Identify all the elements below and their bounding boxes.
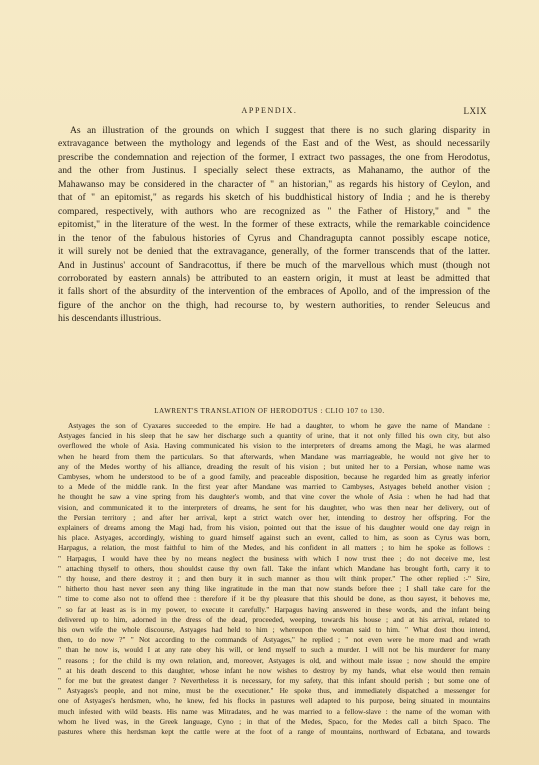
body-line: it will surely not be denied that the extravagance, generally, of the former transcends that of the latter. <box>58 246 490 258</box>
body-line: epitomist," in the literature of the west. In the former of these extracts, while the remarkable coincidence <box>58 219 490 231</box>
body-line: his descendants illustrious. <box>58 313 162 325</box>
section-heading: LAWRENT'S TRANSLATION OF HERODOTUS : CLIO 107 to 130. <box>154 407 385 415</box>
translation-line: " Astyages's people, and not mine, must be the executioner." He spoke thus, and immediately dispatched a messenger for <box>58 686 490 696</box>
translation-line: " at his death descend to this daughter, whose infant he now wishes to destroy by my hands, what else would then remain <box>58 665 490 675</box>
translation-line: " thy house, and there destroy it ; and then bury it in such manner as thou wilt think proper." The other replied :-" Sire, <box>58 574 490 584</box>
translation-line: the Persian territory ; and after her arrival, kept a strict watch over her, intending to destroy her offspring. For the <box>58 512 490 522</box>
translation-line: his place. Astyages, accordingly, wishing to guard himself against such an event, called to him, as soon as Cyrus was born, <box>58 533 490 543</box>
translation-line: " for me but the greatest danger ? Nevertheless it is necessary, for my safety, that this infant should perish ; but some one of <box>58 676 490 686</box>
running-head: APPENDIX. <box>241 106 298 115</box>
body-line: in the tenor of the fabulous histories of Cyrus and Chandragupta cannot possibly escape notice, <box>58 232 490 244</box>
body-line: And in Justinus' account of Sandracottus, if there be much of the marvellous which must (though not <box>58 259 490 271</box>
translation-paragraph <box>58 421 490 737</box>
translation-line: when he heard from them the particulars. So that afterwards, when Mandane was marriageable, he would not give her to <box>58 451 490 461</box>
body-line: Mahawanso may be considered in the character of " an historian," as regards his history of Ceylon, and <box>58 178 490 190</box>
translation-line: " reasons ; for the child is my own relation, and, moreover, Astyages is old, and without male issue ; now should the empire <box>58 655 490 665</box>
body-line: As an illustration of the grounds on which I suggest that there is no such glaring disparity in <box>70 125 490 136</box>
page-number: LXIX <box>463 106 487 116</box>
translation-line: " attaching thyself to others, thou shouldst cause thy own fall. Take the infant which Mandane has brought forth, carry it to <box>58 563 490 573</box>
body-line: and the other from Justinus. I specially select these extracts, as Mahanamo, the author of the <box>58 165 490 177</box>
translation-line: vision, and communicated it to the interpreters of dreams, he sent for his daughter, who was then near her delivery, out of <box>58 502 490 512</box>
translation-line: whom he lived was, in the Greek language, Cyno ; in that of the Medes, Spaco, for the Medes call a bitch Spaco. The <box>58 716 490 726</box>
translation-line: overflowed the whole of Asia. Having communicated his vision to the interpreters of dreams among the Magi, he was alarmed <box>58 441 490 451</box>
translation-line: " Harpagus, I would have thee by no means neglect the business with which I now trust thee ; do not deceive me, lest <box>58 553 490 563</box>
translation-line: pastures where this herdsman kept the cattle were at the foot of a range of mountains, northward of Ecbatana, and towards <box>58 727 490 737</box>
translation-line: Harpagus, a relation, the most faithful to him of the Medes, and his confident in all matters ; to him he spoke as follows : <box>58 543 490 553</box>
translation-line: explainers of dreams among the Magi had, from his vision, pointed out that the issue of his daughter would one day reign in <box>58 523 490 533</box>
translation-line: to a Mede of the middle rank. In the first year after Mandane was married to Cambyses, Astyages beheld another vision ; <box>58 482 490 492</box>
page-header <box>0 106 539 120</box>
translation-line: he thought he saw a vine spring from his daughter's womb, and that vine cover the whole of Asia : when he had had that <box>58 492 490 502</box>
translation-line: any of the Medes worthy of his alliance, dreading the result of his vision ; but united her to a Persian, whose name was <box>58 461 490 471</box>
translation-line: " so far at least as is in my power, to execute it carefully." Harpagus having answered in these words, and the infant being <box>58 604 490 614</box>
translation-line: " hitherto thou hast never seen any thing like ingratitude in the man that now stands before thee ; I shall take care for the <box>58 584 490 594</box>
body-line: extravagance between the mythology and legends of the East and of the West, as should necessarily <box>58 138 490 150</box>
translation-line: his own wife the whole discourse, Astyages had held to him ; whereupon the woman said to him. " What dost thou intend, <box>58 625 490 635</box>
translation-line: " than he now is, would I at any rate obey his will, or lend myself to such a murder. I will not be his murderer for many <box>58 645 490 655</box>
translation-line: Astyages fancied in his sleep that he saw her discharge such a quantity of urine, that it not only filled his own city, but also <box>58 431 490 441</box>
translation-line: one of Astyages's herdsmen, who, he knew, fed his flocks in pastures well adapted to his purpose, being situated in mountains <box>58 696 490 706</box>
translation-line: Cambyses, whom he understood to be of a good family, and peaceable disposition, because he regarded him as greatly inferior <box>58 472 490 482</box>
body-line: it falls short of the absurdity of the intervention of the embraces of Apollo, and of the impression of the <box>58 286 490 298</box>
translation-line: delivered up to him, adorned in the dress of the dead, proceeded, weeping, towards his house ; and at his arrival, related to <box>58 614 490 624</box>
body-line: figure of the anchor on the thigh, had recourse to, by western authorities, to render Seleucus and <box>58 299 490 311</box>
body-paragraph <box>58 124 490 326</box>
translation-line: Astyages the son of Cyaxares succeeded to the empire. He had a daughter, to whom he gave the name of Mandane : <box>68 421 490 430</box>
translation-line: " time to come also not to offend thee : therefore if it be thy pleasure that this should be done, as thou sayest, it behoves me, <box>58 594 490 604</box>
body-line: corroborated by eastern annals) be attributed to an eastern origin, it must at least be admitted that <box>58 272 490 284</box>
body-line: compared, respectively, with authors who are recognized as " the Father of History," and " the <box>58 205 490 217</box>
translation-line: much infested with wild beasts. His name was Mitradates, and he was married to a fellow-slave : the name of the woman with <box>58 706 490 716</box>
body-line: that of " an epitomist," as regards his sketch of his buddhistical history of India ; and he is thereby <box>58 192 490 204</box>
translation-line: then, to do now ?" " Not according to the commands of Astyages," he replied ; " not even were he more mad and wrath <box>58 635 490 645</box>
body-line: prescribe the condemnation and rejection of the former, I extract two passages, the one from Herodotus, <box>58 151 490 163</box>
